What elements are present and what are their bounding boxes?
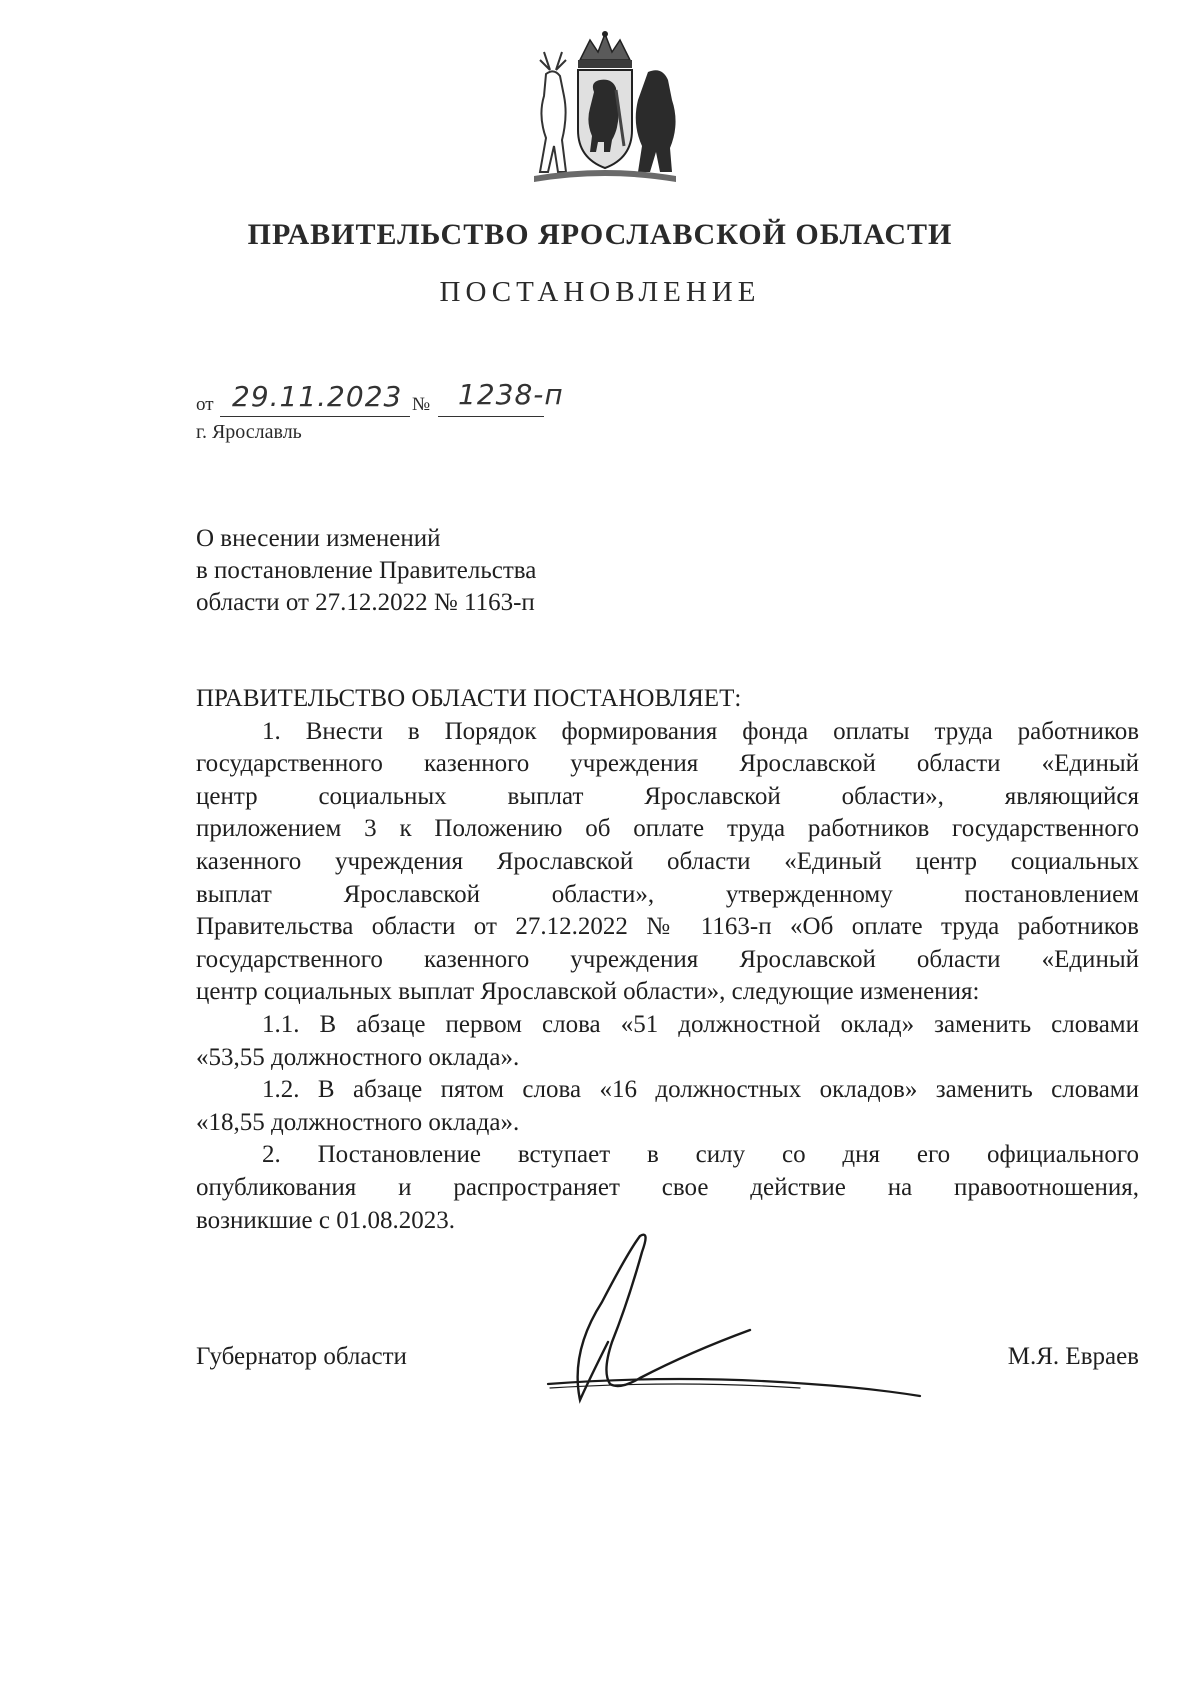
subject-line: области от 27.12.2022 № 1163-п xyxy=(196,589,535,616)
document-type: ПОСТАНОВЛЕНИЕ xyxy=(439,276,761,308)
subject-line: О внесении изменений xyxy=(196,525,441,552)
number-prefix: № xyxy=(412,394,431,415)
body-line: «53,55 должностного оклада». xyxy=(196,1043,520,1071)
body-line: казенного учреждения Ярославской области «Единый центр социальных xyxy=(196,847,1139,875)
government-title: ПРАВИТЕЛЬСТВО ЯРОСЛАВСКОЙ ОБЛАСТИ xyxy=(247,218,953,251)
subject-line: в постановление Правительства xyxy=(196,557,537,584)
preamble: ПРАВИТЕЛЬСТВО ОБЛАСТИ ПОСТАНОВЛЯЕТ: xyxy=(196,685,742,712)
date-number-row xyxy=(196,378,616,422)
body-line: опубликования и распространяет свое действие на правоотношения, xyxy=(196,1173,1139,1201)
body-line: 2. Постановление вступает в силу со дня его официального xyxy=(262,1141,1139,1169)
body-line: государственного казенного учреждения Ярославской области «Единый xyxy=(196,750,1139,778)
signatory-name: М.Я. Евраев xyxy=(1007,1343,1139,1370)
number-underline xyxy=(438,416,544,417)
city-label: г. Ярославль xyxy=(196,421,302,443)
date-value: 29.11.2023 xyxy=(232,380,403,413)
date-underline xyxy=(220,416,410,417)
date-prefix: от xyxy=(196,394,214,415)
resolution-body xyxy=(196,683,1139,1237)
body-line: приложением 3 к Положению об оплате труда работников государственного xyxy=(196,815,1139,843)
coat-of-arms-emblem xyxy=(520,30,690,190)
number-value: 1238-п xyxy=(458,378,564,411)
body-line: центр социальных выплат Ярославской области», следующие изменения: xyxy=(196,978,980,1006)
signatory-position: Губернатор области xyxy=(196,1343,407,1370)
body-line: 1.2. В абзаце пятом слова «16 должностных окладов» заменить словами xyxy=(262,1076,1139,1104)
body-line: 1.1. В абзаце первом слова «51 должностной оклад» заменить словами xyxy=(262,1010,1139,1038)
signature-row xyxy=(196,1343,1139,1377)
body-line: 1. Внести в Порядок формирования фонда оплаты труда работников xyxy=(262,717,1139,745)
body-line: Правительства области от 27.12.2022 № 1163-п «Об оплате труда работников xyxy=(196,913,1139,941)
body-line: выплат Ярославской области», утвержденному постановлением xyxy=(196,880,1139,908)
body-line: центр социальных выплат Ярославской области», являющийся xyxy=(196,782,1139,810)
body-line: «18,55 должностного оклада». xyxy=(196,1108,520,1136)
body-line: государственного казенного учреждения Ярославской области «Единый xyxy=(196,945,1139,973)
subject-block xyxy=(196,523,676,619)
handwritten-signature xyxy=(540,1232,930,1412)
body-line: возникшие с 01.08.2023. xyxy=(196,1206,455,1234)
